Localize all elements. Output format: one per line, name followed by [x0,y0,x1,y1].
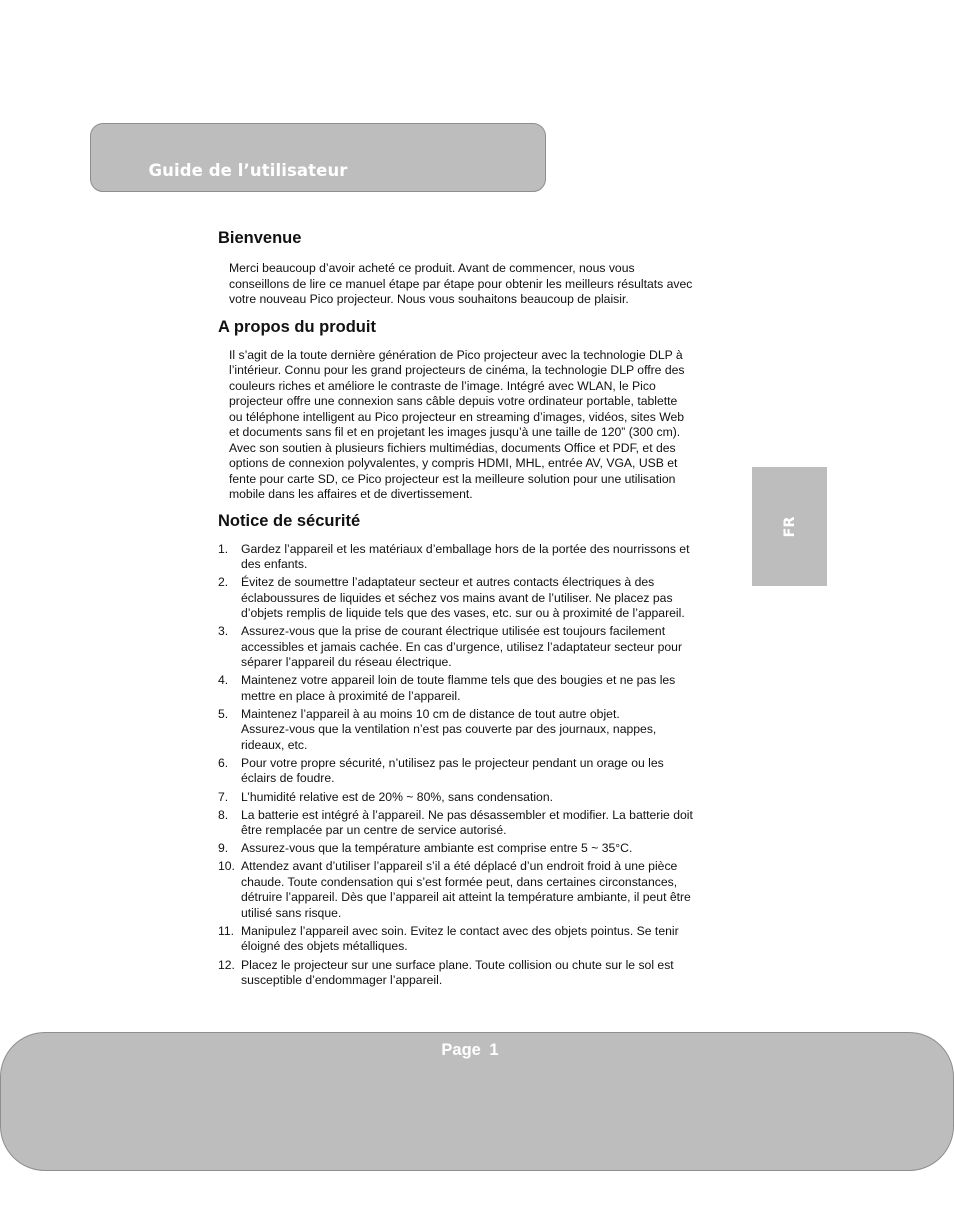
list-item [218,958,743,989]
language-side-tab [752,467,827,586]
text-line: Merci beaucoup d’avoir acheté ce produit. Avant de commencer, nous vous [229,261,635,275]
text-line: mettre en place à proximité de l’appareil. [241,688,461,703]
text-line: être remplacée par un centre de service autorisé. [241,823,507,838]
text-line: éclairs de foudre. [241,771,335,786]
text-line: couleurs riches et améliore le contraste de l’image. Intégré avec WLAN, le Pico [229,378,656,393]
list-number: 12. [218,957,235,972]
text-line: ou téléphone intelligent au Pico projecteur en streaming d’images, vidéos, sites Web [229,409,685,424]
document-title: Guide de l’utilisateur [148,161,348,180]
list-number: 6. [218,755,229,770]
text-line: séparer l’appareil du réseau électrique. [241,655,452,670]
list-number: 2. [218,575,229,590]
list-item [218,808,743,839]
text-line: votre nouveau Pico projecteur. Nous vous souhaitons beaucoup de plaisir. [229,292,629,306]
list-item [218,756,743,787]
text-line: Manipulez l’appareil avec soin. Evitez le contact avec des objets pointus. Se tenir [241,923,679,938]
welcome-paragraph [229,261,743,308]
section-heading-welcome: Bienvenue [218,229,302,247]
text-line: des enfants. [241,557,308,571]
text-line: Pour votre propre sécurité, n’utilisez pas le projecteur pendant un orage ou les [241,755,664,770]
text-line: Évitez de soumettre l’adaptateur secteur et autres contacts électriques à des [241,575,655,590]
text-line: Avec son soutien à plusieurs fichiers multimédias, documents Office et PDF, et des [229,440,676,455]
list-item [218,841,743,857]
text-line: Placez le projecteur sur une surface plane. Toute collision ou chute sur le sol est [241,957,674,972]
list-number: 1. [218,541,229,556]
text-line: susceptible d’endommager l’appareil. [241,973,443,988]
list-item [218,575,743,622]
text-line: chaude. Toute condensation qui s’est formée peut, dans certaines circonstances, [241,874,678,889]
text-line: La batterie est intégré à l’appareil. Ne pas désassembler et modifier. La batterie doit [241,807,693,822]
list-number: 11. [218,923,235,938]
safety-list [218,542,743,989]
text-line: Attendez avant d’utiliser l’appareil s’il a été déplacé d’un endroit froid à une pièce [241,859,678,874]
list-number: 3. [218,624,229,639]
text-line: Il s’agit de la toute dernière génération de Pico projecteur avec la technologie DLP à [229,347,683,362]
text-line: Maintenez l’appareil à au moins 10 cm de distance de tout autre objet. [241,706,620,721]
list-item [218,542,743,573]
list-number: 4. [218,673,229,688]
list-item [218,859,743,921]
list-item [218,924,743,955]
list-item [218,673,743,704]
page-number: Page 1 [441,1041,499,1059]
list-item [218,790,743,806]
list-number: 8. [218,807,229,822]
text-line: d’objets remplis de liquide tels que des vases, etc. sur ou à proximité de l’appareil. [241,606,685,621]
text-line: Gardez l’appareil et les matériaux d’emballage hors de la portée des nourrissons et [241,541,690,556]
page-content [218,228,743,991]
list-number: 5. [218,706,229,721]
text-line: l’intérieur. Connu pour les grand projecteurs de cinéma, la technologie DLP offre des [229,363,685,377]
list-item [218,707,743,754]
about-paragraph [229,348,743,503]
text-line: fente pour carte SD, ce Pico projecteur est la meilleure solution pour une utilisation [229,471,676,486]
text-line: utilisé sans risque. [241,905,342,920]
text-line: Assurez-vous que la ventilation n’est pas couverte par des journaux, nappes, [241,722,657,737]
text-line: éloigné des objets métalliques. [241,939,408,954]
text-line: accessibles et jamais cachée. En cas d’urgence, utilisez l’adaptateur secteur pour [241,639,683,654]
text-line: options de connexion polyvalentes, y compris HDMI, MHL, entrée AV, VGA, USB et [229,456,678,470]
text-line: détruire l’appareil. Dès que l’appareil ait atteint la température ambiante, il peut être [241,890,691,905]
list-number: 7. [218,789,229,804]
section-heading-about: A propos du produit [218,317,376,336]
text-line: et documents sans fil et en projetant les images jusqu’à une taille de 120” (300 cm). [229,425,681,439]
text-line: Assurez-vous que la prise de courant électrique utilisée est toujours facilement [241,624,666,639]
text-line: éclaboussures de liquides et séchez vos mains avant de l’utiliser. Ne placez pas [241,590,673,605]
text-line: Assurez-vous que la température ambiante est comprise entre 5 ~ 35°C. [241,841,633,856]
text-line: mobile dans les affaires et de divertissement. [229,487,473,501]
language-label: FR [781,515,798,538]
list-number: 9. [218,841,229,856]
list-item [218,624,743,671]
list-number: 10. [218,859,235,874]
section-heading-safety: Notice de sécurité [218,511,361,530]
header-tab [90,123,546,192]
text-line: rideaux, etc. [241,737,308,752]
text-line: projecteur offre une connexion sans câble depuis votre ordinateur portable, tablette [229,394,678,408]
text-line: Maintenez votre appareil loin de toute flamme tels que des bougies et ne pas les [241,673,676,688]
text-line: conseillons de lire ce manuel étape par étape pour obtenir les meilleurs résultats avec [229,276,693,291]
text-line: L’humidité relative est de 20% ~ 80%, sans condensation. [241,789,553,804]
